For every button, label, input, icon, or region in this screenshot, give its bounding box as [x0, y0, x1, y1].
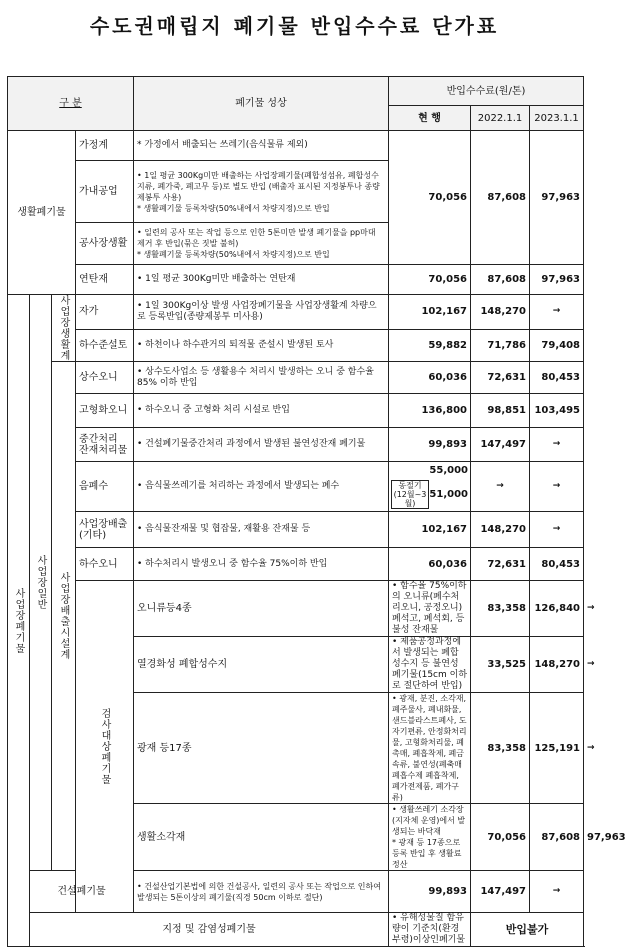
row-current-fee: 70,056	[471, 804, 530, 871]
fee-table: 구 분 폐기물 성상 반입수수료(원/톤) 현 행 2022.1.1 2023.1.1 생활폐기물 가정계 * 가정에서 배출되는 쓰레기(음식물류 제외) 70,056 87,608 97,963 가내공업 • 1일 평균 300Kg미만 배출하는 사업장폐기물(폐합성섬유, 폐합성수지류, 폐가죽, 폐고무 등)로 별도 반입 (배출자 표시된 지정봉투나 종량제봉투 사용) * 생활폐기물 등록차량(50%내에서 차량지정)으로 반입 공사장생활 • 일련의 공사 또는 작업 등으로 인한 5톤미만 발생 폐기물을 pp마대 제거 후 반입(묶은 짓발 불허) * 생활폐기물 등록차량(50%내에서 차량지정)으로 반입 연탄재 • 1일 평균 300Kg미만 배출하는 연탄재 70,056 87,608 97,963 사업장폐기물 사업장일반 사업장생활계 자가 • 1일 300Kg이상 발생 사업장폐기물을 사업장생활계 차량으로 등록반입(종량제봉투 미사용) 102,167 148,270 → 하수준설토 • 하천이나 하수관거의 퇴적물 준설시 발생된 토사 59,882 71,786 79,408 사업장배출시설계 상수오니 • 상수도사업소 등 생활용수 처리시 발생하는 오니 중 함수율 85% 이하 반입 60,036 72,631 80,453 고형화오니 • 하수오니 중 고형화 처리 시설로 반입 136,800 98,851 103,495 중간처리 잔재처리물 • 건설폐기물중간처리 과정에서 발생된 불연성잔재 폐기물 99,893 147,497 → 음폐수 • 음식물쓰레기를 처리하는 과정에서 발생되는 폐수 55,000 동절기 (12월~3월) 51,000 → → 사업장배출 (기타) • 음식물잔재물 및 협잡물, 재활용 잔재물 등 102,167 148,270 → 하수오니 • 하수처리시 발생오니 중 함수율 75%이하 반입 60,036 72,631 80,453 검사대상폐기물 오니류등4종 • 함수율 75%이하의 오니류(폐수처리오니, 공정오니) 폐석고, 폐석회, 등불성 잔재물 83,358 126,840 → 열경화성 폐합성수지 • 제품공정과정에서 발생되는 폐합성수지 등 불연성 폐기물(15cm 이하로 절단하여 반입) 33,525 148,270 → 광재 등17종 • 광재, 분진, 소각재, 폐주물사, 폐내화물, 샌드블라스트폐사, 도자기편류, 안정화처리물, 고형화처리물, 폐촉매, 폐흡착제, 폐금속류, 불연성(폐축매 폐흡수제 폐흡착제, 폐가전제품, 폐가구류) 83,358 125,191 → 생활소각재 • 생활쓰레기 소각장(지자체 운영)에서 발생되는 바닥재 * 광재 등 17종으로 등록 반입 후 생활료 정산 70,056 87,608 97,963 건설폐기물 • 건설산업기본법에 의한 건설공사, 일련의 공사 또는 작업으로 인하여 발생되는 5톤이상의 폐기물(직경 50cm 이하로 절단) 99,893 147,497 → 지정 및 감염성폐기물 • 유해성물질 함유량이 기준치(환경부령)이상인폐기물 반입불가	[7, 76, 584, 947]
row-name: 가정계	[76, 131, 134, 161]
row-2023-fee: →	[530, 512, 584, 548]
header-current: 현 행	[389, 106, 471, 131]
row-desc: • 1일 300Kg이상 발생 사업장폐기물을 사업장생활계 차량으로 등록반입(종량제봉투 미사용)	[134, 295, 389, 330]
row-2023-fee: →	[530, 428, 584, 462]
row-name: 하수오니	[76, 548, 134, 581]
row-name: 하수준설토	[76, 329, 134, 362]
row-desc: • 제품공정과정에서 발생되는 폐합성수지 등 불연성 폐기물(15cm 이하로 절단하여 반입)	[389, 637, 471, 693]
row-name: 가내공업	[76, 161, 134, 223]
row-name: 연탄재	[76, 265, 134, 295]
header-2023: 2023.1.1	[530, 106, 584, 131]
row-2023-fee: 80,453	[530, 548, 584, 581]
row-current-fee: 83,358	[471, 581, 530, 637]
row-2022-fee: 87,608	[471, 265, 530, 295]
row-2022-fee: 148,270	[471, 512, 530, 548]
row-name: 공사장생활	[76, 223, 134, 265]
group-inspection: 검사대상폐기물	[76, 581, 134, 913]
row-desc: • 상수도사업소 등 생활용수 처리시 발생하는 오니 중 함수율 85% 이하 반입	[134, 362, 389, 394]
row-name: 중간처리 잔재처리물	[76, 428, 134, 462]
row-2022-fee: 148,270	[530, 637, 584, 693]
row-name: 상수오니	[76, 362, 134, 394]
row-2022-fee: 72,631	[471, 362, 530, 394]
row-2023-fee: →	[530, 462, 584, 512]
row-2023-fee: 79,408	[530, 329, 584, 362]
row-2023-fee: →	[530, 871, 584, 913]
row-2022-fee: 148,270	[471, 295, 530, 330]
row-not-accepted: 반입불가	[471, 913, 584, 947]
row-current-fee-cell	[389, 462, 471, 512]
row-desc: • 생활쓰레기 소각장(지자체 운영)에서 발생되는 바닥재 * 광재 등 17종으로 등록 반입 후 생활료 정산	[389, 804, 471, 871]
page-title: 수도권매립지 폐기물 반입수수료 단가표	[89, 14, 500, 38]
group-business-discharge: 사업장배출시설계	[52, 362, 76, 871]
row-current-fee: 60,036	[389, 548, 471, 581]
row-2023-fee: 80,453	[530, 362, 584, 394]
row-desc: • 광재, 분진, 소각재, 폐주물사, 폐내화물, 샌드블라스트폐사, 도자기편류, 안정화처리물, 고형화처리물, 폐촉매, 폐흡착제, 폐금속류, 불연성(폐축매 폐흡수제 폐흡착제, 폐가전제품, 폐가구류)	[389, 693, 471, 804]
row-name: 오니류등4종	[134, 581, 389, 637]
row-current-fee: 60,036	[389, 362, 471, 394]
row-2023-fee: 103,495	[530, 394, 584, 428]
row-current-fee: 99,893	[389, 871, 471, 913]
header-fee-group: 반입수수료(원/톤)	[389, 77, 584, 106]
group-business-living: 사업장생활계	[52, 295, 76, 362]
row-2023-fee: 97,963	[530, 265, 584, 295]
row-desc: • 건설산업기본법에 의한 건설공사, 일련의 공사 또는 작업으로 인하여 발생되는 5톤이상의 폐기물(직경 50cm 이하로 절단)	[134, 871, 389, 913]
row-name: 자가	[76, 295, 134, 330]
row-2022-fee: 126,840	[530, 581, 584, 637]
row-current-fee: 33,525	[471, 637, 530, 693]
row-current-fee: 59,882	[389, 329, 471, 362]
header-2022: 2022.1.1	[471, 106, 530, 131]
row-name: 생활소각재	[134, 804, 389, 871]
row-2023-fee: 97,963	[530, 131, 584, 265]
row-name: 열경화성 폐합성수지	[134, 637, 389, 693]
row-name: 지정 및 감염성폐기물	[30, 913, 389, 947]
row-2022-fee: 87,608	[471, 131, 530, 265]
row-desc: • 유해성물질 함유량이 기준치(환경부령)이상인폐기물	[389, 913, 471, 947]
row-2023-fee: →	[530, 295, 584, 330]
row-2022-fee: 72,631	[471, 548, 530, 581]
row-desc: • 하수오니 중 고형화 처리 시설로 반입	[134, 394, 389, 428]
row-current-fee: 70,056	[389, 131, 471, 265]
row-2022-fee: 147,497	[471, 428, 530, 462]
row-desc: • 하수처리시 발생오니 중 함수율 75%이하 반입	[134, 548, 389, 581]
row-name: 사업장배출 (기타)	[76, 512, 134, 548]
row-2022-fee: 147,497	[471, 871, 530, 913]
row-current-fee: 70,056	[389, 265, 471, 295]
winter-fee: 51,000	[429, 488, 468, 500]
winter-period-label: 동절기 (12월~3월)	[391, 480, 429, 509]
row-2022-fee: 125,191	[530, 693, 584, 804]
row-2022-fee: 71,786	[471, 329, 530, 362]
group-business-general: 사업장일반	[30, 295, 52, 871]
row-2022-fee: 98,851	[471, 394, 530, 428]
row-desc: • 음식물잔재물 및 협잡물, 재활용 잔재물 등	[134, 512, 389, 548]
row-current-fee: 102,167	[389, 295, 471, 330]
row-name: 광재 등17종	[134, 693, 389, 804]
row-name: 건설폐기물	[30, 871, 134, 913]
row-name: 음폐수	[76, 462, 134, 512]
row-desc: * 가정에서 배출되는 쓰레기(음식물류 제외)	[134, 131, 389, 161]
group-business: 사업장폐기물	[8, 295, 30, 947]
row-current-fee: 136,800	[389, 394, 471, 428]
row-current-fee: 55,000	[429, 464, 468, 476]
header-category: 구 분	[8, 77, 134, 131]
row-desc: • 함수율 75%이하의 오니류(폐수처리오니, 공정오니) 폐석고, 폐석회, 등불성 잔재물	[389, 581, 471, 637]
row-desc: • 음식물쓰레기를 처리하는 과정에서 발생되는 폐수	[134, 462, 389, 512]
row-current-fee: 83,358	[471, 693, 530, 804]
row-2022-fee: →	[471, 462, 530, 512]
header-waste-props: 폐기물 성상	[134, 77, 389, 131]
row-desc: • 하천이나 하수관거의 퇴적물 준설시 발생된 토사	[134, 329, 389, 362]
row-desc: • 1일 평균 300Kg미만 배출하는 연탄재	[134, 265, 389, 295]
row-current-fee: 102,167	[389, 512, 471, 548]
row-desc: • 건설폐기물중간처리 과정에서 발생된 불연성잔재 폐기물	[134, 428, 389, 462]
row-desc: • 일련의 공사 또는 작업 등으로 인한 5톤미만 발생 폐기물을 pp마대 제거 후 반입(묶은 짓발 불허) * 생활폐기물 등록차량(50%내에서 차량지정)으로 반입	[134, 223, 389, 265]
row-2022-fee: 87,608	[530, 804, 584, 871]
row-current-fee: 99,893	[389, 428, 471, 462]
row-name: 고형화오니	[76, 394, 134, 428]
group-household: 생활폐기물	[8, 131, 76, 295]
row-desc: • 1일 평균 300Kg미만 배출하는 사업장폐기물(폐합성섬유, 폐합성수지류, 폐가죽, 폐고무 등)로 별도 반입 (배출자 표시된 지정봉투나 종량제봉투 사용) * 생활폐기물 등록차량(50%내에서 차량지정)으로 반입	[134, 161, 389, 223]
